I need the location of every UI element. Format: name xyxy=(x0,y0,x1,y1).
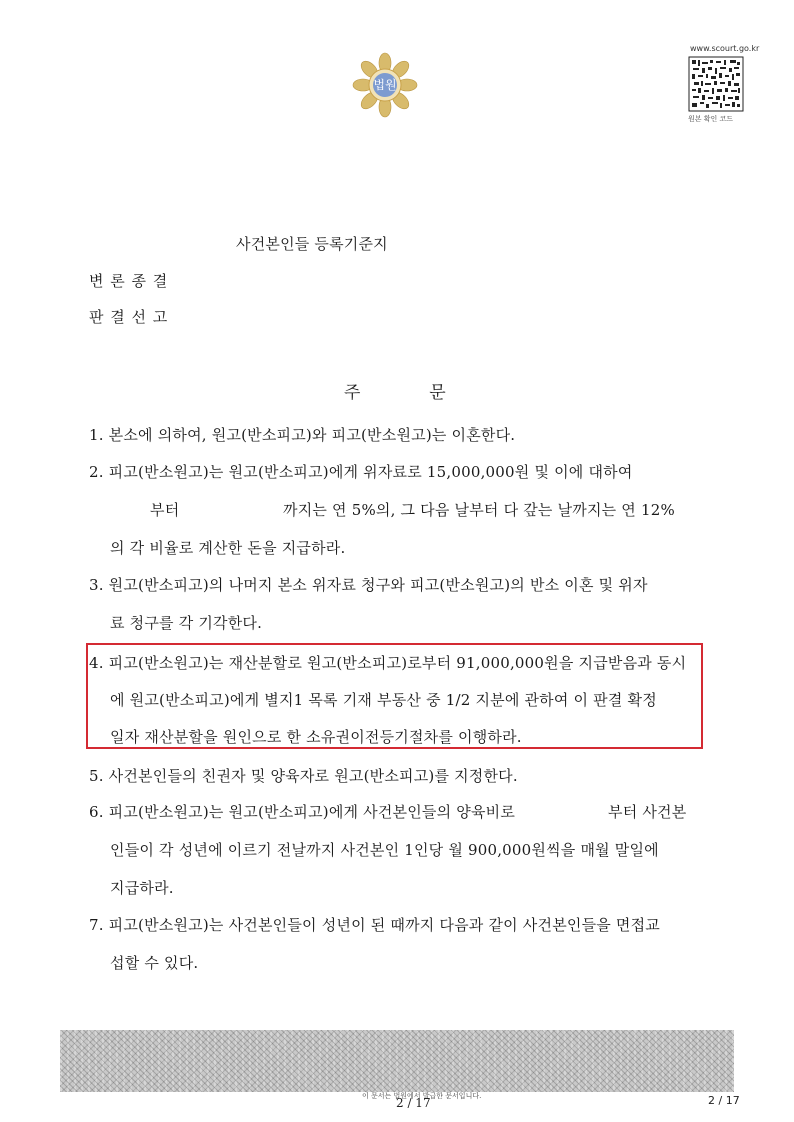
footer-notice: 이 문서는 법원에서 발급한 문서입니다. xyxy=(362,1092,482,1100)
order-item-1: 1. 본소에 의하여, 원고(반소피고)와 피고(반소원고)는 이혼한다. xyxy=(89,426,516,444)
emblem-label: 법원 xyxy=(373,78,397,92)
qr-caption: 원본 확인 코드 xyxy=(688,115,734,123)
order-item-6-line-2: 인들이 각 성년에 이르기 전날까지 사건본인 1인당 월 900,000원씩을 매월 말일에 xyxy=(110,841,659,859)
order-item-2-line-2b: 까지는 연 5%의, 그 다음 날부터 다 갚는 날까지는 연 12% xyxy=(283,501,675,519)
order-item-6-line-1a: 6. 피고(반소원고)는 원고(반소피고)에게 사건본인들의 양육비로 xyxy=(89,803,516,821)
page-number-right: 2 / 17 xyxy=(708,1094,740,1107)
order-item-7-line-1: 7. 피고(반소원고)는 사건본인들이 성년이 된 때까지 다음과 같이 사건본인들을 면접교 xyxy=(89,916,660,934)
page-number-center: 2 / 17 xyxy=(396,1096,431,1110)
order-item-4-line-1: 4. 피고(반소원고)는 재산분할로 원고(반소피고)로부터 91,000,000원을 지급받음과 동시 xyxy=(89,654,687,672)
order-item-6-line-3: 지급하라. xyxy=(110,879,174,897)
security-pattern-band xyxy=(60,1030,734,1092)
pleading-closed-label: 변 론 종 결 xyxy=(89,272,169,290)
order-item-2-line-3: 의 각 비율로 계산한 돈을 지급하라. xyxy=(110,539,346,557)
order-item-2-line-2a: 부터 xyxy=(150,501,180,519)
order-item-3-line-2: 료 청구를 각 기각한다. xyxy=(110,614,263,632)
order-item-7-line-2: 섭할 수 있다. xyxy=(110,954,199,972)
order-item-6-line-1b: 부터 사건본 xyxy=(608,803,687,821)
order-item-4-line-2: 에 원고(반소피고)에게 별지1 목록 기재 부동산 중 1/2 지분에 관하여 이 판결 확정 xyxy=(110,691,657,709)
order-item-3-line-1: 3. 원고(반소피고)의 나머지 본소 위자료 청구와 피고(반소원고)의 반소 이혼 및 위자 xyxy=(89,576,648,594)
judgment-date-label: 판 결 선 고 xyxy=(89,308,169,326)
section-title-char-2: 문 xyxy=(429,383,448,403)
order-item-4-line-3: 일자 재산분할을 원인으로 한 소유권이전등기절차를 이행하라. xyxy=(110,728,522,746)
qr-url: www.scourt.go.kr xyxy=(690,44,760,53)
qr-code-icon xyxy=(688,56,744,112)
section-title xyxy=(344,378,448,403)
section-title-char-1: 주 xyxy=(344,383,363,403)
child-registry-label: 사건본인들 등록기준지 xyxy=(236,235,388,253)
order-item-2-line-1: 2. 피고(반소원고)는 원고(반소피고)에게 위자료로 15,000,000원 및 이에 대하여 xyxy=(89,463,633,481)
order-item-5: 5. 사건본인들의 친권자 및 양육자로 원고(반소피고)를 지정한다. xyxy=(89,767,518,785)
